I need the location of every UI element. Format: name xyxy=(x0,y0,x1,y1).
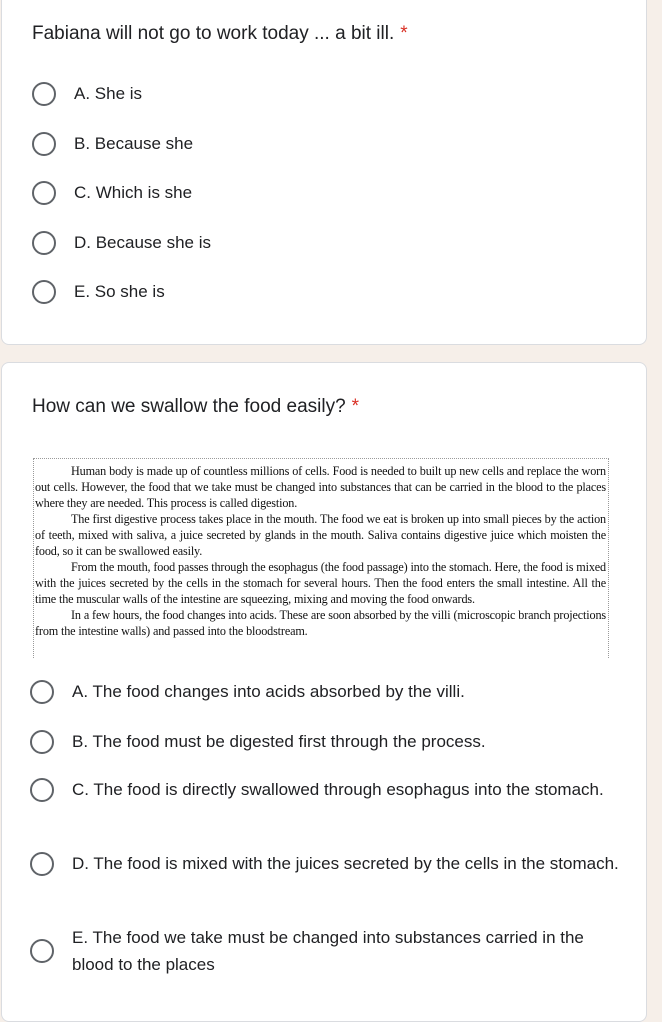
radio-button-icon[interactable] xyxy=(32,132,56,156)
radio-button-icon[interactable] xyxy=(30,680,54,704)
radio-button-icon[interactable] xyxy=(30,852,54,876)
radio-button-icon[interactable] xyxy=(32,280,56,304)
option-d[interactable] xyxy=(32,229,606,256)
option-label: E. The food we take must be changed into substances carried in the blood to the places xyxy=(72,928,584,974)
passage-paragraph: Human body is made up of countless millions of cells. Food is needed to built up new cells and replace the worn out cells. However, the food that we take must be changed into substances that can be carried in the blood to the places where they are needed. This process is called digestion. xyxy=(35,464,606,510)
question-text: How can we swallow the food easily? xyxy=(32,396,346,417)
required-asterisk: * xyxy=(351,396,360,417)
option-label: D. The food is mixed with the juices secreted by the cells in the stomach. xyxy=(72,854,619,873)
reading-passage-image xyxy=(33,458,609,658)
option-e[interactable] xyxy=(30,924,622,978)
option-label: E. So she is xyxy=(74,282,165,301)
option-c[interactable] xyxy=(32,179,606,206)
option-b[interactable] xyxy=(32,130,606,157)
option-a[interactable] xyxy=(30,678,622,705)
option-label: C. Which is she xyxy=(74,183,193,202)
radio-button-icon[interactable] xyxy=(32,181,56,205)
option-label: C. The food is directly swallowed through esophagus into the stomach. xyxy=(72,780,604,799)
question-title xyxy=(32,22,408,46)
question-title xyxy=(32,395,359,419)
option-label: B. Because she xyxy=(74,134,194,153)
passage-paragraph: From the mouth, food passes through the esophagus (the food passage) into the stomach. Here, the food is mixed with the juices secreted by the cells in the stomach for several hours. Then the food enters the small intestine. All the time the muscular walls of the intestine are squeezing, mixing and moving the food onwards. xyxy=(35,560,606,606)
radio-button-icon[interactable] xyxy=(32,82,56,106)
required-asterisk: * xyxy=(400,23,408,44)
option-label: D. Because she is xyxy=(74,233,212,252)
question-text: Fabiana will not go to work today ... a bit ill. xyxy=(32,23,395,44)
radio-button-icon[interactable] xyxy=(30,939,54,963)
option-a[interactable] xyxy=(32,80,606,107)
option-label: B. The food must be digested first through the process. xyxy=(72,732,486,751)
option-c[interactable] xyxy=(30,776,622,803)
radio-button-icon[interactable] xyxy=(30,778,54,802)
passage-paragraph: In a few hours, the food changes into acids. These are soon absorbed by the villi (microscopic branch projections from the intestine walls) and passed into the bloodstream. xyxy=(35,608,606,638)
option-d[interactable] xyxy=(30,850,622,877)
option-label: A. The food changes into acids absorbed by the villi. xyxy=(72,682,465,701)
question-card-1 xyxy=(1,0,647,345)
radio-button-icon[interactable] xyxy=(30,730,54,754)
passage-paragraph: The first digestive process takes place in the mouth. The food we eat is broken up into small pieces by the action of teeth, mixed with saliva, a juice secreted by glands in the mouth. Saliva contains digestive juice which moisten the food, so it can be swallowed easily. xyxy=(35,512,606,558)
option-b[interactable] xyxy=(30,728,622,755)
option-label: A. She is xyxy=(74,84,143,103)
option-e[interactable] xyxy=(32,278,606,305)
radio-button-icon[interactable] xyxy=(32,231,56,255)
